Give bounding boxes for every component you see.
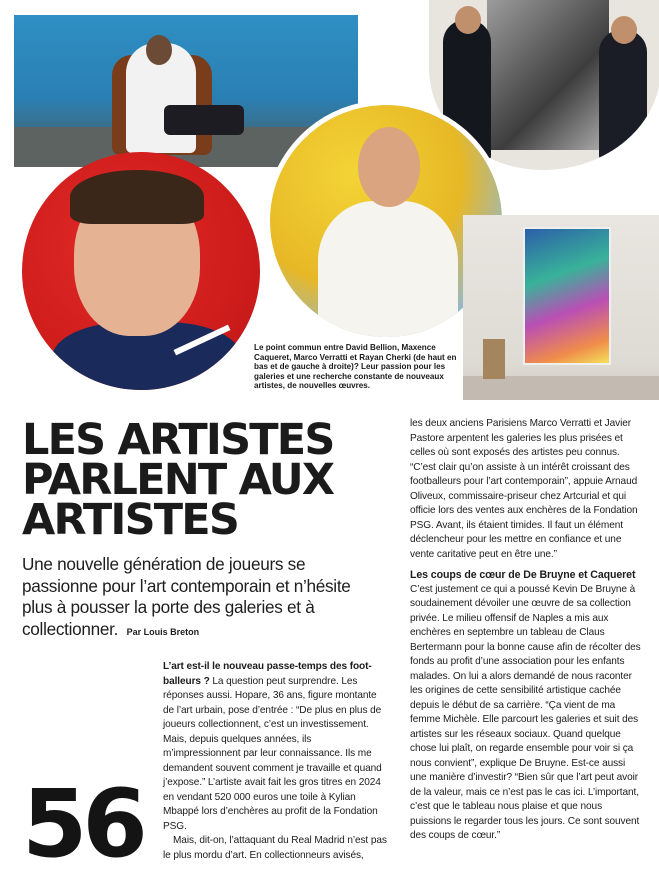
photo-person-legs [164, 105, 244, 135]
photo-person-right-head [611, 16, 637, 44]
paragraph [163, 660, 389, 834]
article-column-right [410, 417, 642, 844]
photo-person-head [146, 35, 172, 65]
photo-person-right [599, 30, 647, 160]
paragraph-text: La question peut surprendre. Les réponses aussi. Hopare, 36 ans, figure montante de l’art urbain, pose d’entrée : “De plus en plus de joueurs collectionnent, c’est un investissement. Mais, depuis quelques années, ils m’impressionnent par leur connaissance. Ils me demandent souvent comment je travaille et quand j’expose.” L’artiste avait fait les gros titres en 2024 en vendant 520 000 euros une toile à Kylian Mbappé lors d’enchères au profit de la Fondation PSG. [163, 675, 382, 832]
paragraph: les deux anciens Parisiens Marco Verratti et Javier Pastore arpentent les galeries les plus prisées et celles où sont exposés des artistes peu connus. “C’est clair qu’on assiste à un intérêt croissant des footballeurs pour l’art contemporain”, appuie Arnaud Oliveux, commissaire-priseur chez Artcurial et qui officie lors des ventes aux enchères de la Fondation PSG. Avant, ils étaient timides. Il faut un élément déclencheur pour les mettre en confiance et une vente caritative peut en être une.” [410, 418, 638, 560]
headline-line-1: LES ARTISTES [22, 415, 334, 465]
subheading: Les coups de cœur de De Bruyne et Caqueret [410, 569, 636, 581]
standfirst [22, 554, 382, 643]
photo-floor [463, 376, 659, 400]
lead-question: L’art est-il le nouveau passe-temps des foot-balleurs ? [163, 661, 372, 687]
headline-line-3: ARTISTES [22, 495, 239, 545]
page-number: 56 [22, 770, 143, 879]
paragraph: C’est justement ce qui a poussé Kevin De Bruyne à soudainement dévoiler une œuvre de sa collection privée. Le milieu offensif de Naples a mis aux enchères en septembre un tableau de Claus Bertermann pour la bonne cause afin de récolter des fonds au profit d’une association pour les enfants malades. On lui a alors demandé de nous raconter les origines de cette sensibilité artistique cachée depuis le début de sa carrière. “Ça vient de ma femme Michèle. Elle parcourt les galeries et suit des artistes sur les réseaux sociaux. Quand quelque chose lui plaît, on regarde ensemble pour voir si ça nous convient”, explique De Bruyne. Est-ce aussi une manière d’investir? “Bien sûr que l’art peut avoir de la valeur, mais ce n’est pas le cas ici. L’important, c’est que le tableau nous plaise et que nous puissions le regarder tous les jours. Ce sont souvent des coups de cœur.” [410, 583, 641, 841]
photo-painting [523, 227, 611, 365]
standfirst-text: Une nouvelle génération de joueurs se passionne pour l’art contemporain et n’hésite plus à pousser la porte des galeries et à collectionner. [22, 554, 351, 639]
photo-maxence-caqueret [22, 152, 260, 390]
photo-artwork [487, 0, 609, 150]
photo-person-face [358, 127, 420, 207]
article-column-left [163, 660, 389, 863]
byline: Par Louis Breton [126, 626, 200, 637]
photo-caption: Le point commun entre David Bellion, Maxence Caqueret, Marco Verratti et Rayan Cherki (de haut en bas et de gauche à droite)? Leur passion pour les galeries et une recherche constante de nouveaux artistes, de nouvelles œuvres. [254, 343, 457, 391]
photo-person-hair [70, 170, 204, 224]
headline [22, 415, 367, 545]
paragraph: Mais, dit-on, l’attaquant du Real Madrid n’est pas le plus mordu d’art. En collectionneurs avisés, [163, 835, 387, 861]
photo-easel [483, 339, 505, 379]
photo-person-shirt [318, 201, 458, 342]
photo-person-left-head [455, 6, 481, 34]
photo-gallery-artwork [463, 215, 659, 400]
headline-line-2: PARLENT AUX [22, 455, 334, 505]
